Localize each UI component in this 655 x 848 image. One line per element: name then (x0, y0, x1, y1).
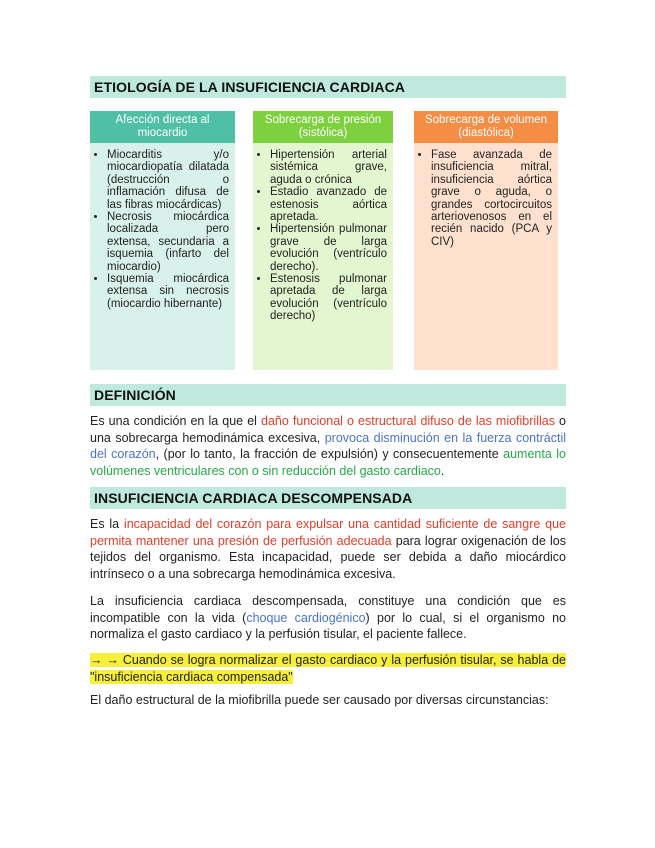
text: Es una condición en la que el (90, 414, 261, 428)
column-header (414, 111, 558, 143)
list-item: • Fase avanzada de insuficiencia mitral, insuficiencia aórtica grave o aguda, o grandes cortocircuitos arteriovenosos en el recién nacido (PCA y CIV) (431, 149, 552, 248)
list-item: • Isquemia miocárdica extensa sin necrosis (miocardio hibernante) (107, 273, 229, 310)
text: , (por lo tanto, la fracción de expulsión) y consecuentemente (155, 447, 504, 461)
descompensada-title: INSUFICIENCIA CARDIACA DESCOMPENSADA (90, 487, 566, 509)
highlight-red: incapacidad del corazón para expulsar una cantidad suficiente de sangre que permita mantener una presión de perfusión adecuada (90, 517, 566, 548)
column-header-label: Sobrecarga de presión (sistólica) (264, 114, 382, 139)
list-item: • Estadio avanzado de estenosis aórtica apretada. (270, 186, 387, 223)
list-item: • Hipertensión arterial sistémica grave, aguda o crónica (270, 149, 387, 186)
text: para lograr oxigenación de los tejidos del organismo. Esta incapacidad, puede ser debida a daño miocárdico intrínseco o a una sobrecarga hemodinámica excesiva. (90, 533, 566, 581)
list-item: • Necrosis miocárdica localizada pero extensa, secundaria a isquemia (infarto del miocardio) (107, 211, 229, 273)
definicion-title: DEFINICIÓN (90, 384, 566, 406)
text: Es la (90, 517, 124, 531)
highlight-yellow: → → Cuando se logra normalizar el gasto cardiaco y la perfusión tisular, se habla de "insuficiencia cardiaca compensada" (90, 653, 566, 684)
column-body (253, 143, 393, 370)
descompensada-paragraph-4: El daño estructural de la miofibrilla puede ser causado por diversas circunstancias: (90, 693, 549, 707)
text: o una sobrecarga hemodinámica excesiva, (90, 414, 566, 445)
etiologia-title: ETIOLOGÍA DE LA INSUFICIENCIA CARDIACA (90, 76, 566, 98)
highlight-green: aumenta lo volúmenes ventriculares con o sin reducción del gasto cardiaco (90, 447, 566, 478)
column-body (414, 143, 558, 370)
text: La insuficiencia cardiaca descompensada, constituye una condición que es incompatible con la vida ( (90, 594, 566, 625)
column-header-label: Sobrecarga de volumen (diastólica) (424, 114, 548, 139)
column-header (90, 111, 235, 143)
highlight-blue: provoca disminución en la fuerza contráctil del corazón (90, 430, 566, 461)
text: . (440, 463, 445, 478)
list-item: • Miocarditis y/o miocardiopatía dilatada (destrucción o inflamación difusa de las fibras miocárdicas) (107, 149, 229, 211)
column-afeccion-directa (90, 111, 235, 369)
text: ) por lo cual, si el organismo no normaliza el gasto cardiaco y la perfusión tisular, el paciente fallece. (90, 610, 566, 641)
column-header (253, 111, 393, 143)
highlight-blue: choque cardiogénico (246, 610, 366, 625)
column-body (90, 143, 235, 370)
column-sobrecarga-presion (253, 111, 393, 369)
list-item: • Estenosis pulmonar apretada de larga evolución (ventrículo derecho) (270, 273, 387, 323)
column-sobrecarga-volumen (414, 111, 558, 369)
column-header-label: Afección directa al miocardio (115, 114, 210, 139)
descompensada-paragraph-1 (90, 516, 566, 582)
list-item: • Hipertensión pulmonar grave de larga evolución (ventrículo derecho). (270, 223, 387, 273)
definicion-paragraph (90, 413, 566, 479)
compensada-note (90, 652, 566, 685)
highlight-red: daño funcional o estructural difuso de las miofibrillas (261, 414, 555, 428)
etiologia-columns (90, 111, 566, 371)
descompensada-paragraph-2 (90, 593, 566, 643)
